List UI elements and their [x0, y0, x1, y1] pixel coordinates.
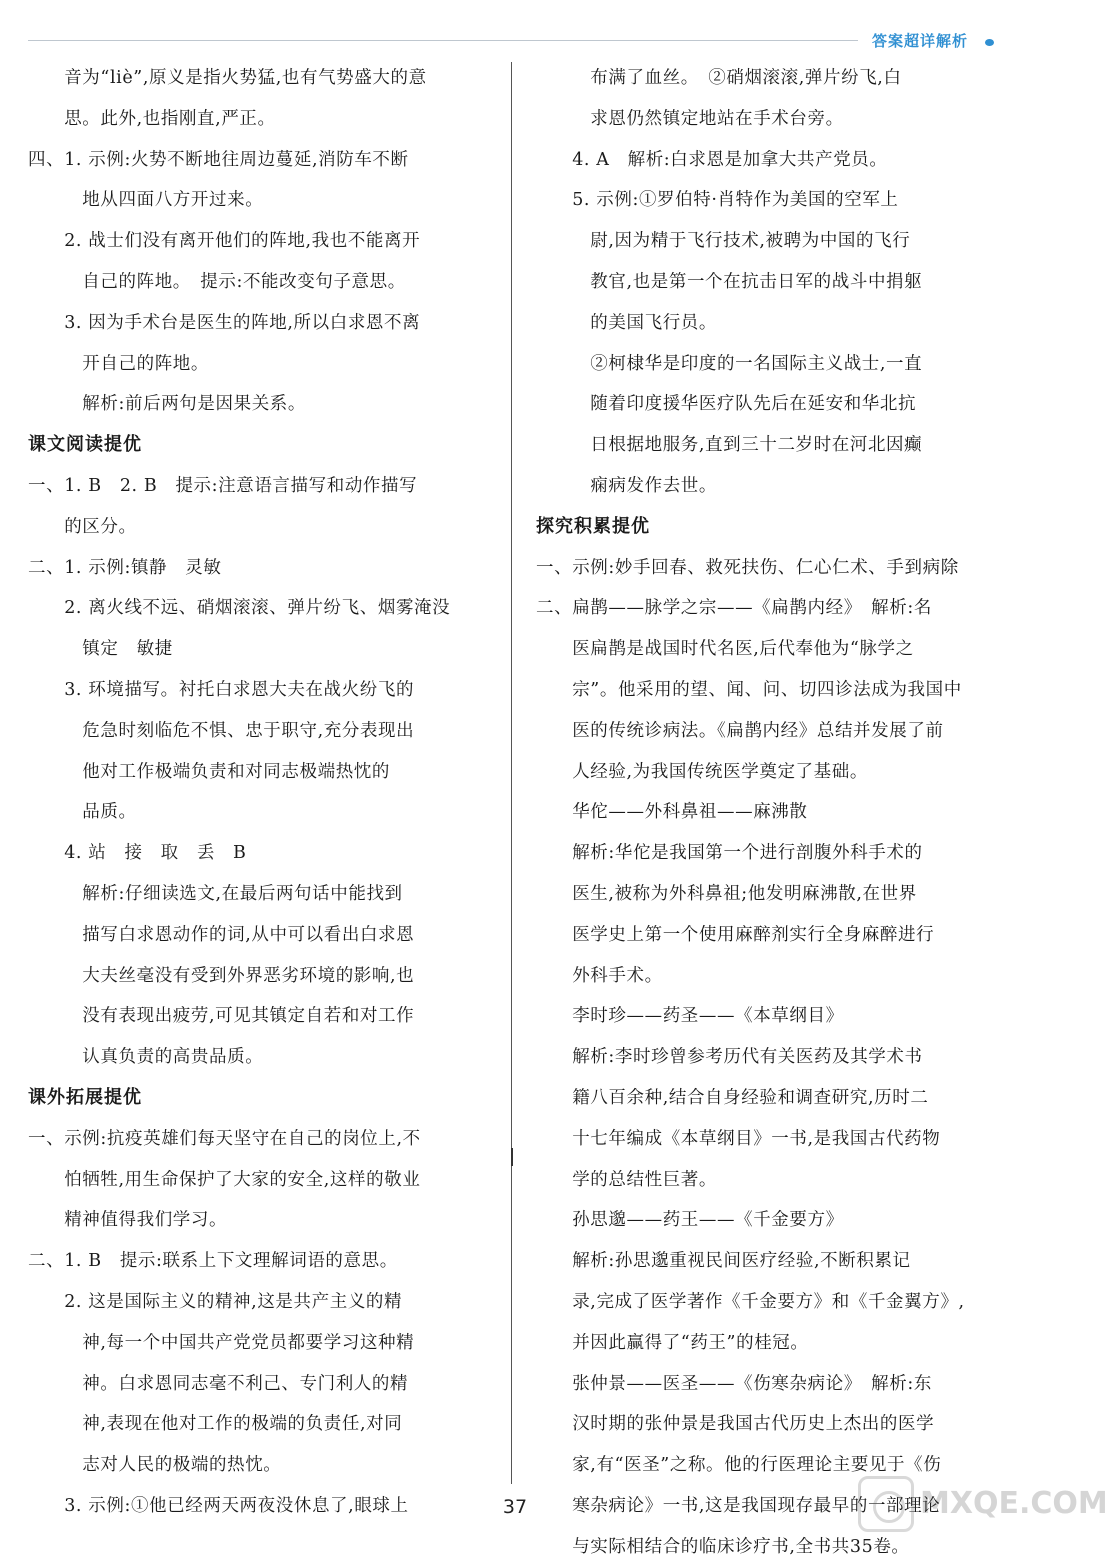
text-line: 四、1. 示例:火势不断地往周边蔓延,消防车不断 [28, 149, 409, 170]
text-line: 音为“liè”,原义是指火势猛,也有气势盛大的意 [28, 68, 427, 88]
text-line: 5. 示例:①罗伯特·肖特作为美国的空军上 [536, 190, 899, 211]
page-number: 37 [502, 1496, 528, 1518]
text-line: 外科手术。 [536, 965, 663, 986]
text-line: 解析:前后两句是因果关系。 [28, 394, 306, 415]
text-line: 神。白求恩同志毫不利己、专门利人的精 [28, 1373, 409, 1394]
text-line: 镇定 敏捷 [28, 639, 173, 660]
text-line: 描写白求恩动作的词,从中可以看出白求恩 [28, 924, 415, 945]
text-line: 4. A 解析:白求恩是加拿大共产党员。 [536, 149, 888, 170]
header-dot-icon [985, 39, 994, 46]
section-heading: 课文阅读提优 [28, 434, 142, 456]
text-line: 并因此赢得了“药王”的桂冠。 [536, 1332, 809, 1353]
text-line: 解析:孙思邈重视民间医疗经验,不断积累记 [536, 1251, 911, 1272]
text-line: 的区分。 [28, 516, 137, 537]
text-line: 3. 示例:①他已经两天两夜没休息了,眼球上 [28, 1495, 409, 1516]
text-line: 二、1. 示例:镇静 灵敏 [28, 557, 222, 578]
text-line: 求恩仍然镇定地站在手术台旁。 [536, 108, 844, 129]
text-line: 危急时刻临危不惧、忠于职守,充分表现出 [28, 720, 415, 741]
text-line: 张仲景——医圣——《伤寒杂病论》 解析:东 [536, 1373, 932, 1394]
text-line: 思。此外,也指刚直,严正。 [28, 108, 276, 129]
text-line: 一、示例:抗疫英雄们每天坚守在自己的岗位上,不 [28, 1128, 421, 1149]
left-column [28, 58, 488, 1527]
text-line: 的美国飞行员。 [536, 312, 717, 333]
column-divider [511, 62, 512, 1484]
text-line: 随着印度援华医疗队先后在延安和华北抗 [536, 394, 917, 415]
text-line: 解析:华佗是我国第一个进行剖腹外科手术的 [536, 843, 923, 864]
text-line: 2. 离火线不远、硝烟滚滚、弹片纷飞、烟雾淹没 [28, 598, 451, 619]
text-line: 医生,被称为外科鼻祖;他发明麻沸散,在世界 [536, 883, 917, 904]
text-line: 神,每一个中国共产党党员都要学习这种精 [28, 1332, 415, 1353]
watermark-logo [858, 1476, 1108, 1532]
text-line: 二、1. B 提示:联系上下文理解词语的意思。 [28, 1251, 398, 1272]
text-line: 籍八百余种,结合自身经验和调查研究,历时二 [536, 1087, 929, 1108]
text-line: 家,有“医圣”之称。他的行医理论主要见于《伤 [536, 1455, 942, 1476]
text-line: 大夫丝毫没有受到外界恶劣环境的影响,也 [28, 965, 415, 986]
text-line: ②柯棣华是印度的一名国际主义战士,一直 [536, 353, 923, 374]
text-line: 神,表现在他对工作的极端的负责任,对同 [28, 1414, 403, 1435]
right-column [536, 58, 998, 1567]
text-line: 一、示例:妙手回春、救死扶伤、仁心仁术、手到病除 [536, 557, 959, 578]
text-line: 孙思邈——药王——《千金要方》 [536, 1210, 844, 1231]
text-line: 精神值得我们学习。 [28, 1210, 228, 1231]
text-line: 地从四面八方开过来。 [28, 190, 264, 211]
watermark-text: MXQE.COM [920, 1486, 1108, 1521]
text-line: 自己的阵地。 提示:不能改变句子意思。 [28, 271, 406, 292]
text-line: 寒杂病论》一书,这是我国现存最早的一部理论 [536, 1495, 941, 1516]
text-line: 认真负责的高贵品质。 [28, 1047, 264, 1068]
text-line: 他对工作极端负责和对同志极端热忱的 [28, 761, 390, 782]
text-line: 宗”。他采用的望、闻、问、切四诊法成为我国中 [536, 679, 962, 700]
text-line: 医的传统诊病法。《扁鹊内经》总结并发展了前 [536, 720, 944, 741]
text-line: 品质。 [28, 802, 137, 823]
text-line: 学的总结性巨著。 [536, 1169, 717, 1190]
text-line: 4. 站 接 取 丢 B [28, 843, 247, 864]
text-line: 没有表现出疲劳,可见其镇定自若和对工作 [28, 1006, 415, 1027]
text-line: 尉,因为精于飞行技术,被聘为中国的飞行 [536, 231, 911, 252]
text-line: 3. 环境描写。衬托白求恩大夫在战火纷飞的 [28, 679, 415, 700]
text-line: 日根据地服务,直到三十二岁时在河北因癫 [536, 435, 923, 456]
text-line: 汉时期的张仲景是我国古代历史上杰出的医学 [536, 1414, 935, 1435]
text-line: 医学史上第一个使用麻醉剂实行全身麻醉进行 [536, 924, 935, 945]
text-line: 3. 因为手术台是医生的阵地,所以白求恩不离 [28, 312, 421, 333]
watermark-icon [858, 1476, 914, 1532]
text-line: 布满了血丝。 ②硝烟滚滚,弹片纷飞,白 [536, 68, 902, 88]
text-line: 李时珍——药圣——《本草纲目》 [536, 1006, 844, 1027]
text-line: 医扁鹊是战国时代名医,后代奉他为“脉学之 [536, 639, 914, 660]
text-line: 怕牺牲,用生命保护了大家的安全,这样的敬业 [28, 1169, 421, 1190]
text-line: 解析:仔细读选文,在最后两句话中能找到 [28, 883, 403, 904]
text-line: 2. 这是国际主义的精神,这是共产主义的精 [28, 1291, 403, 1312]
text-line: 教官,也是第一个在抗击日军的战斗中捐躯 [536, 271, 923, 292]
text-line: 十七年编成《本草纲目》一书,是我国古代药物 [536, 1128, 941, 1149]
text-line: 开自己的阵地。 [28, 353, 209, 374]
text-line: 与实际相结合的临床诊疗书,全书共35卷。 [536, 1536, 910, 1557]
section-heading: 探究积累提优 [536, 515, 650, 537]
text-line: 2. 战士们没有离开他们的阵地,我也不能离开 [28, 231, 421, 252]
text-line: 二、扁鹊——脉学之宗——《扁鹊内经》 解析:名 [536, 598, 932, 619]
text-line: 录,完成了医学著作《千金要方》和《千金翼方》, [536, 1291, 965, 1312]
text-line: 解析:李时珍曾参考历代有关医药及其学术书 [536, 1047, 923, 1068]
section-heading: 课外拓展提优 [28, 1086, 142, 1108]
text-line: 痫病发作去世。 [536, 475, 717, 496]
header-rule [28, 40, 858, 41]
text-line: 志对人民的极端的热忱。 [28, 1455, 282, 1476]
column-divider-tick [511, 1148, 513, 1166]
header-label: 答案超详解析 [871, 32, 968, 50]
text-line: 人经验,为我国传统医学奠定了基础。 [536, 761, 868, 782]
text-line: 一、1. B 2. B 提示:注意语言描写和动作描写 [28, 475, 418, 496]
text-line: 华佗——外科鼻祖——麻沸散 [536, 802, 808, 823]
